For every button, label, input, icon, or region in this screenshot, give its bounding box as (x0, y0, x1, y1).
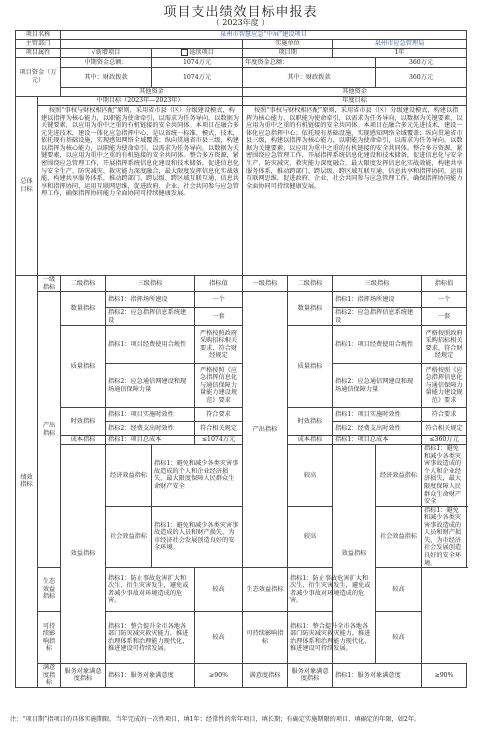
effect-label-mid: 效益指标 (61, 445, 106, 664)
h-l1-year: 一级指标 (243, 276, 288, 292)
year-fiscal-label: 其中：财政拨款 (243, 68, 376, 88)
sat-label-mid: 满意度指标 (38, 664, 61, 688)
qty-ind1-val-year: 一个 (422, 292, 467, 308)
qual-ind1-year: 指标1：项目经费使用合规性 (333, 326, 422, 364)
qty-ind1-year: 指标1：指挥场所建设 (333, 292, 422, 308)
year-goal-label: 年度目标 (243, 97, 467, 106)
econ-ind1-year: 指标1：避免和减少各类灾害事故造成的个人和企业经济损失，最大限度保障人民群众生命财产安全 (422, 445, 467, 507)
time-ind2-val-mid: 符合相关规定 (195, 422, 243, 436)
eco-ind1-val-year: 较高 (376, 568, 422, 612)
social-label-year: 社会效益指标 (376, 506, 422, 568)
sustain-ind1-val-year: 较高 (376, 612, 422, 664)
cost-label-year: 成本指标 (288, 436, 333, 445)
cost-ind1-val-year: ≤360万元 (422, 436, 467, 445)
period-label: 项目期 (243, 49, 333, 58)
h-l2-year: 二级指标 (288, 276, 333, 292)
qty-ind1-mid: 指标1：指挥场所建设 (106, 292, 195, 308)
time-label-year: 时效指标 (288, 408, 333, 436)
social-label-mid: 社会效益指标 (106, 506, 152, 568)
qty-ind2-mid: 指标2：应急指挥信息系统建设 (106, 308, 195, 326)
year-other-funds: 其他资金 (243, 88, 467, 97)
year-total-label: 年度资金总额： (243, 58, 376, 68)
goals-section-label: 总体目标 (16, 97, 38, 276)
qty-ind2-year: 指标2：应急指挥信息系统建设 (333, 308, 422, 326)
mid-goal-label: 中期目标（2023年—2023年） (38, 97, 243, 106)
svc-ind1-val-mid: ≥90% (195, 664, 243, 688)
attr-new-label: √新增项目 (91, 49, 121, 57)
cost-label-mid: 成本指标 (61, 436, 106, 445)
qual-ind2-val-year: 严格按照《应急指挥信息化与通信保障力量能力建设规范》要求 (422, 364, 467, 408)
qual-label-mid: 质量指标 (61, 326, 106, 408)
social-ind1-year: 指标1：避免和减少各类灾害事故造成的人员和财产损失，为市经济社会发展创造良好的安全环境。 (422, 506, 467, 568)
dept-value (61, 40, 243, 49)
year-goal-text: 按照“事权与财权相匹配”原则，采用省市县（区）分级建设模式，构建以指挥为核心能力，以职能为使命牵引，以需求为任务导向，以数据为关键要素，以应用为重中之重的有机链接的安全共同体。本项目在融合多元先进技术，建设一体化应急指挥中心；依托现有基础设施，实现感知网络全域覆盖；纵向贯通省市县三级，构建以指挥为核心能力，以职能为使命牵引，以需求为任务导向，以数据为关键要素，以应用为重中之重的有机链接的安全共同体。整合多方资源，紧密围绕应急管理工作，开展指挥系统信息化建设和技术储备，促进信息化与安全生产、防灾减灾、救灾能力深度融合，最大限度发挥信息化实战效能，构建共享服务体系，推动跨部门、跨层级、跨区域互联互通、信息共享和指挥协同，运用互联网思维，促进政府、企业、社会共同参与应急管理工作，确保指挥协同能力全面协同可持续健康发展。 (243, 106, 467, 276)
performance-table (15, 30, 467, 688)
cost-ind1-mid: 指标1：项目总成本 (106, 436, 195, 445)
svc-ind1-mid: 指标1：服务对象满意度 (106, 664, 195, 688)
output-label-mid: 产出指标 (38, 292, 61, 568)
attr-cont-label: 延续项目 (189, 49, 214, 57)
social-ind1-mid: 指标1：避免和减少各类灾害事故造成的人员和财产损失，为市经济社会发展创造良好的安全环境。 (152, 506, 243, 568)
qty-ind2-val-mid: 一套 (195, 308, 243, 326)
page-subtitle: （ 2023年度 ） (211, 18, 270, 27)
page-title: 项目支出绩效目标申报表 (163, 5, 318, 20)
eco-ind1-year: 指标1：防止事故危害扩大和次生、衍生灾害发生，避免或者减少事故对环境造成的危害。 (288, 568, 376, 612)
project-name-label: 项目名称 (16, 31, 61, 40)
h-l3-year: 三级指标 (333, 276, 422, 292)
mid-other-funds: 其他资金 (61, 88, 243, 97)
time-ind2-mid: 指标2：经费支出时效性 (106, 422, 195, 436)
cost-ind1-val-mid: ≤1074万元 (195, 436, 243, 445)
qual-ind2-year: 指标2：应急通信网建设和现场通信保障力量 (333, 364, 422, 408)
attr-new (61, 49, 152, 58)
effect-label-year: 效益指标 (333, 445, 376, 664)
qty-label-year: 数量指标 (288, 292, 333, 326)
sustain-ind1-mid: 指标1：整合提升全市各地各部门防灾减灾救灾能力，推进治理体系和治理能力现代化，推进建设可持续发展。 (106, 612, 195, 664)
qual-ind2-val-mid: 严格按照《应急指挥信息化与通信保障力量能力建设规范》要求 (195, 364, 243, 408)
qual-label-year: 质量指标 (288, 326, 333, 408)
qual-ind1-val-year: 严格按照政府采购招标相关要求，符合财经规定 (422, 326, 467, 364)
impl-label: 实施单位 (243, 40, 333, 49)
mid-total-label: 中期资金总额： (61, 58, 152, 68)
time-ind2-val-year: 符合相关规定 (422, 422, 467, 436)
footnote: 注：“项目期”指项目的具体实施期限。当年完成的一次性项目，填1年；经常性的常年项目，填长期；有确定实施期限的项目，填确定的年限，如2年。 (10, 716, 421, 723)
eco-ind1-mid: 指标1：防止事故危害扩大和次生、衍生灾害发生，避免或者减少事故对环境造成的危害。 (106, 568, 195, 612)
svc-label-mid: 服务对象满意度指标 (61, 664, 106, 688)
svc-label-year: 服务对象满意度指标 (288, 664, 333, 688)
mid-goal-text: 按照“事权与财权相匹配”原则，采用省市县（区）分级建设模式，构建以指挥为核心能力，以职能为使命牵引，以需求为任务导向，以数据为关键要素，以应用为重中之重的有机链接的安全共同体。本项目在融合多元先进技术，建设一体化应急指挥中心，是以省统一标准、模式、技术，依托现有基础设施，实现感知网络全域覆盖；纵向贯通省市县三级，构建以指挥为核心能力，以职能为使命牵引，以需求为任务导向，以数据为关键要素，以应用为重中之重的有机链接的安全共同体。整合多方资源，紧密围绕应急管理工作，开展指挥系统信息化建设和技术储备，促进信息化与安全生产、防灾减灾、救灾能力深度融合，最大限度发挥信息化实战效能，构建共享服务体系，推动跨部门、跨层级、跨区域互联互通、信息共享和指挥协同，运用互联网思维，促进政府、企业、社会共同参与应急管理工作，确保指挥协同能力全面协同可持续健康发展。 (38, 106, 243, 276)
cost-ind1-year: 指标1：项目总成本 (333, 436, 422, 445)
sat-label-year: 满意度指标 (243, 664, 288, 688)
eco-label-year: 生态效益指标 (243, 568, 288, 612)
attr-label: 项目属性 (16, 49, 61, 58)
svc-ind1-year: 指标1：服务对象满意度 (333, 664, 422, 688)
indicators-section-label: 绩效指标 (16, 276, 38, 688)
qty-ind1-val-mid: 一个 (195, 292, 243, 308)
checkbox-icon (181, 49, 188, 56)
mid-total-value: 1074万元 (152, 58, 243, 68)
eco-ind1-val-mid: 较高 (195, 568, 243, 612)
year-total-value: 360万元 (376, 58, 467, 68)
mid-fiscal-value: 1074万元 (152, 68, 243, 88)
qual-ind1-mid: 指标1：项目经费使用合规性 (106, 326, 195, 364)
social-ind1-val-mid: 较高 (288, 506, 333, 568)
time-label-mid: 时效指标 (61, 408, 106, 436)
econ-ind1-val-mid: 较高 (288, 445, 333, 507)
time-ind1-mid: 指标1：项目实施时效性 (106, 408, 195, 422)
sustain-ind1-year: 指标1：整合提升全市各地各部门防灾减灾救灾能力，推进治理体系和治理能力现代化，推进建设可持续发展。 (288, 612, 376, 664)
h-val-year: 指标值 (422, 276, 467, 292)
project-name-value: 泉州市智慧应急“中屏”建设项目 (61, 31, 467, 40)
year-fiscal-value: 360万元 (376, 68, 467, 88)
qty-ind2-val-year: 一套 (422, 308, 467, 326)
econ-label-mid: 经济效益指标 (106, 445, 152, 507)
econ-label-year: 经济效益指标 (376, 445, 422, 507)
dept-label: 主管部门 (16, 40, 61, 49)
time-ind1-val-year: 符合要求 (422, 408, 467, 422)
econ-ind1-mid: 指标1：避免和减少各类灾害事故造成的个人和企业经济损失，最大限度保障人民群众生命财产安全 (152, 445, 243, 507)
time-ind2-year: 指标2：经费支出时效性 (333, 422, 422, 436)
qual-ind1-val-mid: 严格按照政府采购招标相关要求，符合财经规定 (195, 326, 243, 364)
qual-ind2-mid: 指标2：应急通信网建设和现场通信保障力量 (106, 364, 195, 408)
attr-continuing (152, 49, 243, 58)
h-l2-mid: 二级指标 (61, 276, 106, 292)
output-label-year: 产出指标 (243, 292, 288, 568)
sustain-label-year: 可持续影响指标 (243, 612, 288, 664)
impl-value: 泉州市应急管理局 (333, 40, 467, 49)
eco-label-mid: 生态效益指标 (38, 568, 61, 612)
h-val-mid: 指标值 (195, 276, 243, 292)
time-ind1-year: 指标1：项目实施时效性 (333, 408, 422, 422)
h-l3-mid: 三级指标 (106, 276, 195, 292)
sustain-label-mid: 可持续影响指标 (38, 612, 61, 664)
h-l1-mid: 一级指标 (38, 276, 61, 292)
svc-ind1-val-year: ≥90% (422, 664, 467, 688)
period-value: 1年 (333, 49, 467, 58)
sustain-ind1-val-mid: 较高 (195, 612, 243, 664)
funds-label: 项目资金（万元） (16, 58, 61, 97)
mid-fiscal-label: 其中：财政拨款 (61, 68, 152, 88)
time-ind1-val-mid: 符合要求 (195, 408, 243, 422)
qty-label-mid: 数量指标 (61, 292, 106, 326)
